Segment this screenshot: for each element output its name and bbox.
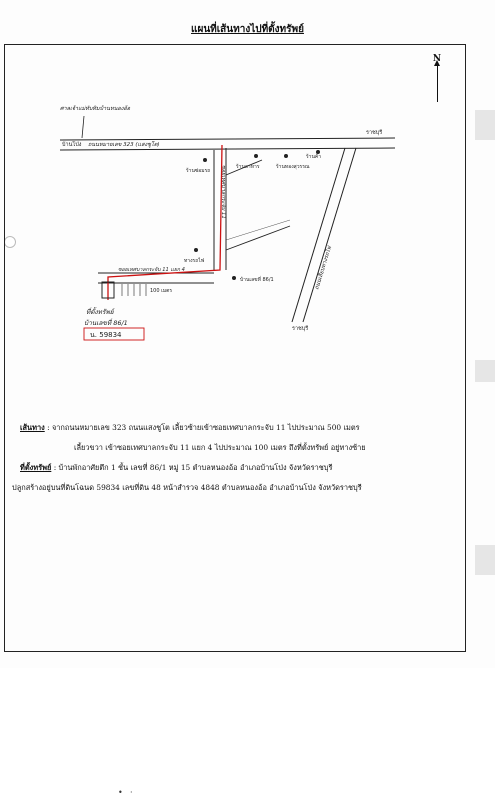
deed-no: น. 59834 [90, 331, 122, 339]
page-title: แผนที่เส้นทางไปที่ตั้งทรัพย์ [191, 24, 304, 35]
right-road-right-edge [303, 148, 356, 322]
top-left-note-pointer [82, 116, 84, 138]
property-note-2: บ้านเลขที่ 86/1 [84, 319, 128, 327]
top-left-note: ศาลเจ้าแม่ทับทิมบ้านหนองอ้อ [60, 106, 130, 112]
landmark-dot [232, 276, 236, 280]
shop-2-label: ร้านอาหาร [236, 164, 260, 170]
landmark-dot [203, 158, 207, 162]
main-road-label: ถนนหมายเลข 323 (แสงชูโต) [88, 142, 160, 148]
scan-speck: · [130, 788, 133, 797]
soi-11-4-label: ซอยเทศบาลกระจับ 11 แยก 4 [118, 267, 185, 273]
landmark-dot [284, 154, 288, 158]
landmark-dot [194, 248, 198, 252]
house-label: บ้านเลขที่ 86/1 [240, 277, 274, 283]
soi-11-label: ซอยเทศบาลกระจับ 11 [220, 165, 226, 219]
property-note-1: ที่ตั้งทรัพย์ [86, 308, 114, 316]
route-line-1: จากถนนหมายเลข 323 ถนนแสงชูโต เลี้ยวซ้ายเข้าซอยเทศบาลกระจับ 11 ไปประมาณ 500 เมตร [51, 423, 360, 432]
scan-speck: • [118, 788, 123, 797]
scan-edge-strip-low [475, 545, 495, 575]
location-line-1: บ้านพักอาศัยตึก 1 ชั้น เลขที่ 86/1 หมู่ 15 ตำบลหนองอ้อ อำเภอบ้านโป่ง จังหวัดราชบุรี [58, 463, 333, 472]
left-destination-label: บ้านโป่ง [62, 142, 82, 148]
shop-1-label: ร้านซ่อมรถ [186, 168, 211, 174]
landmark-dot [254, 154, 258, 158]
right-road-left-edge [292, 148, 345, 322]
side-road-label: ทางรถไฟ [184, 258, 205, 264]
branch-road-mid [226, 226, 290, 250]
route-line-2: เลี้ยวขวา เข้าซอยเทศบาลกระจับ 11 แยก 4 ไปประมาณ 100 เมตร ถึงที่ตั้งทรัพย์ อยู่ทางซ้าย [74, 443, 366, 452]
main-road-top-edge [60, 138, 395, 140]
shop-4-label: ร้านค้า [306, 154, 322, 160]
route-label: เส้นทาง [20, 423, 45, 432]
location-label: ที่ตั้งทรัพย์ [20, 463, 52, 472]
right-destination-label: ราชบุรี [366, 130, 383, 136]
right-destination-bottom: ราชบุรี [292, 326, 309, 332]
distance-label: 100 เมตร [150, 288, 173, 294]
north-label: N [432, 54, 442, 64]
shop-3-label: ร้านทองสุวรรณ [276, 164, 310, 170]
right-road-label: ถนนเลียบทางรถไฟ [314, 245, 334, 291]
location-line-2: ปลูกสร้างอยู่บนที่ดินโฉนด 59834 เลขที่ดิน 48 หน้าสำรวจ 4848 ตำบลหนองอ้อ อำเภอบ้านโป่ง จังหวัดราชบุรี [12, 483, 362, 492]
